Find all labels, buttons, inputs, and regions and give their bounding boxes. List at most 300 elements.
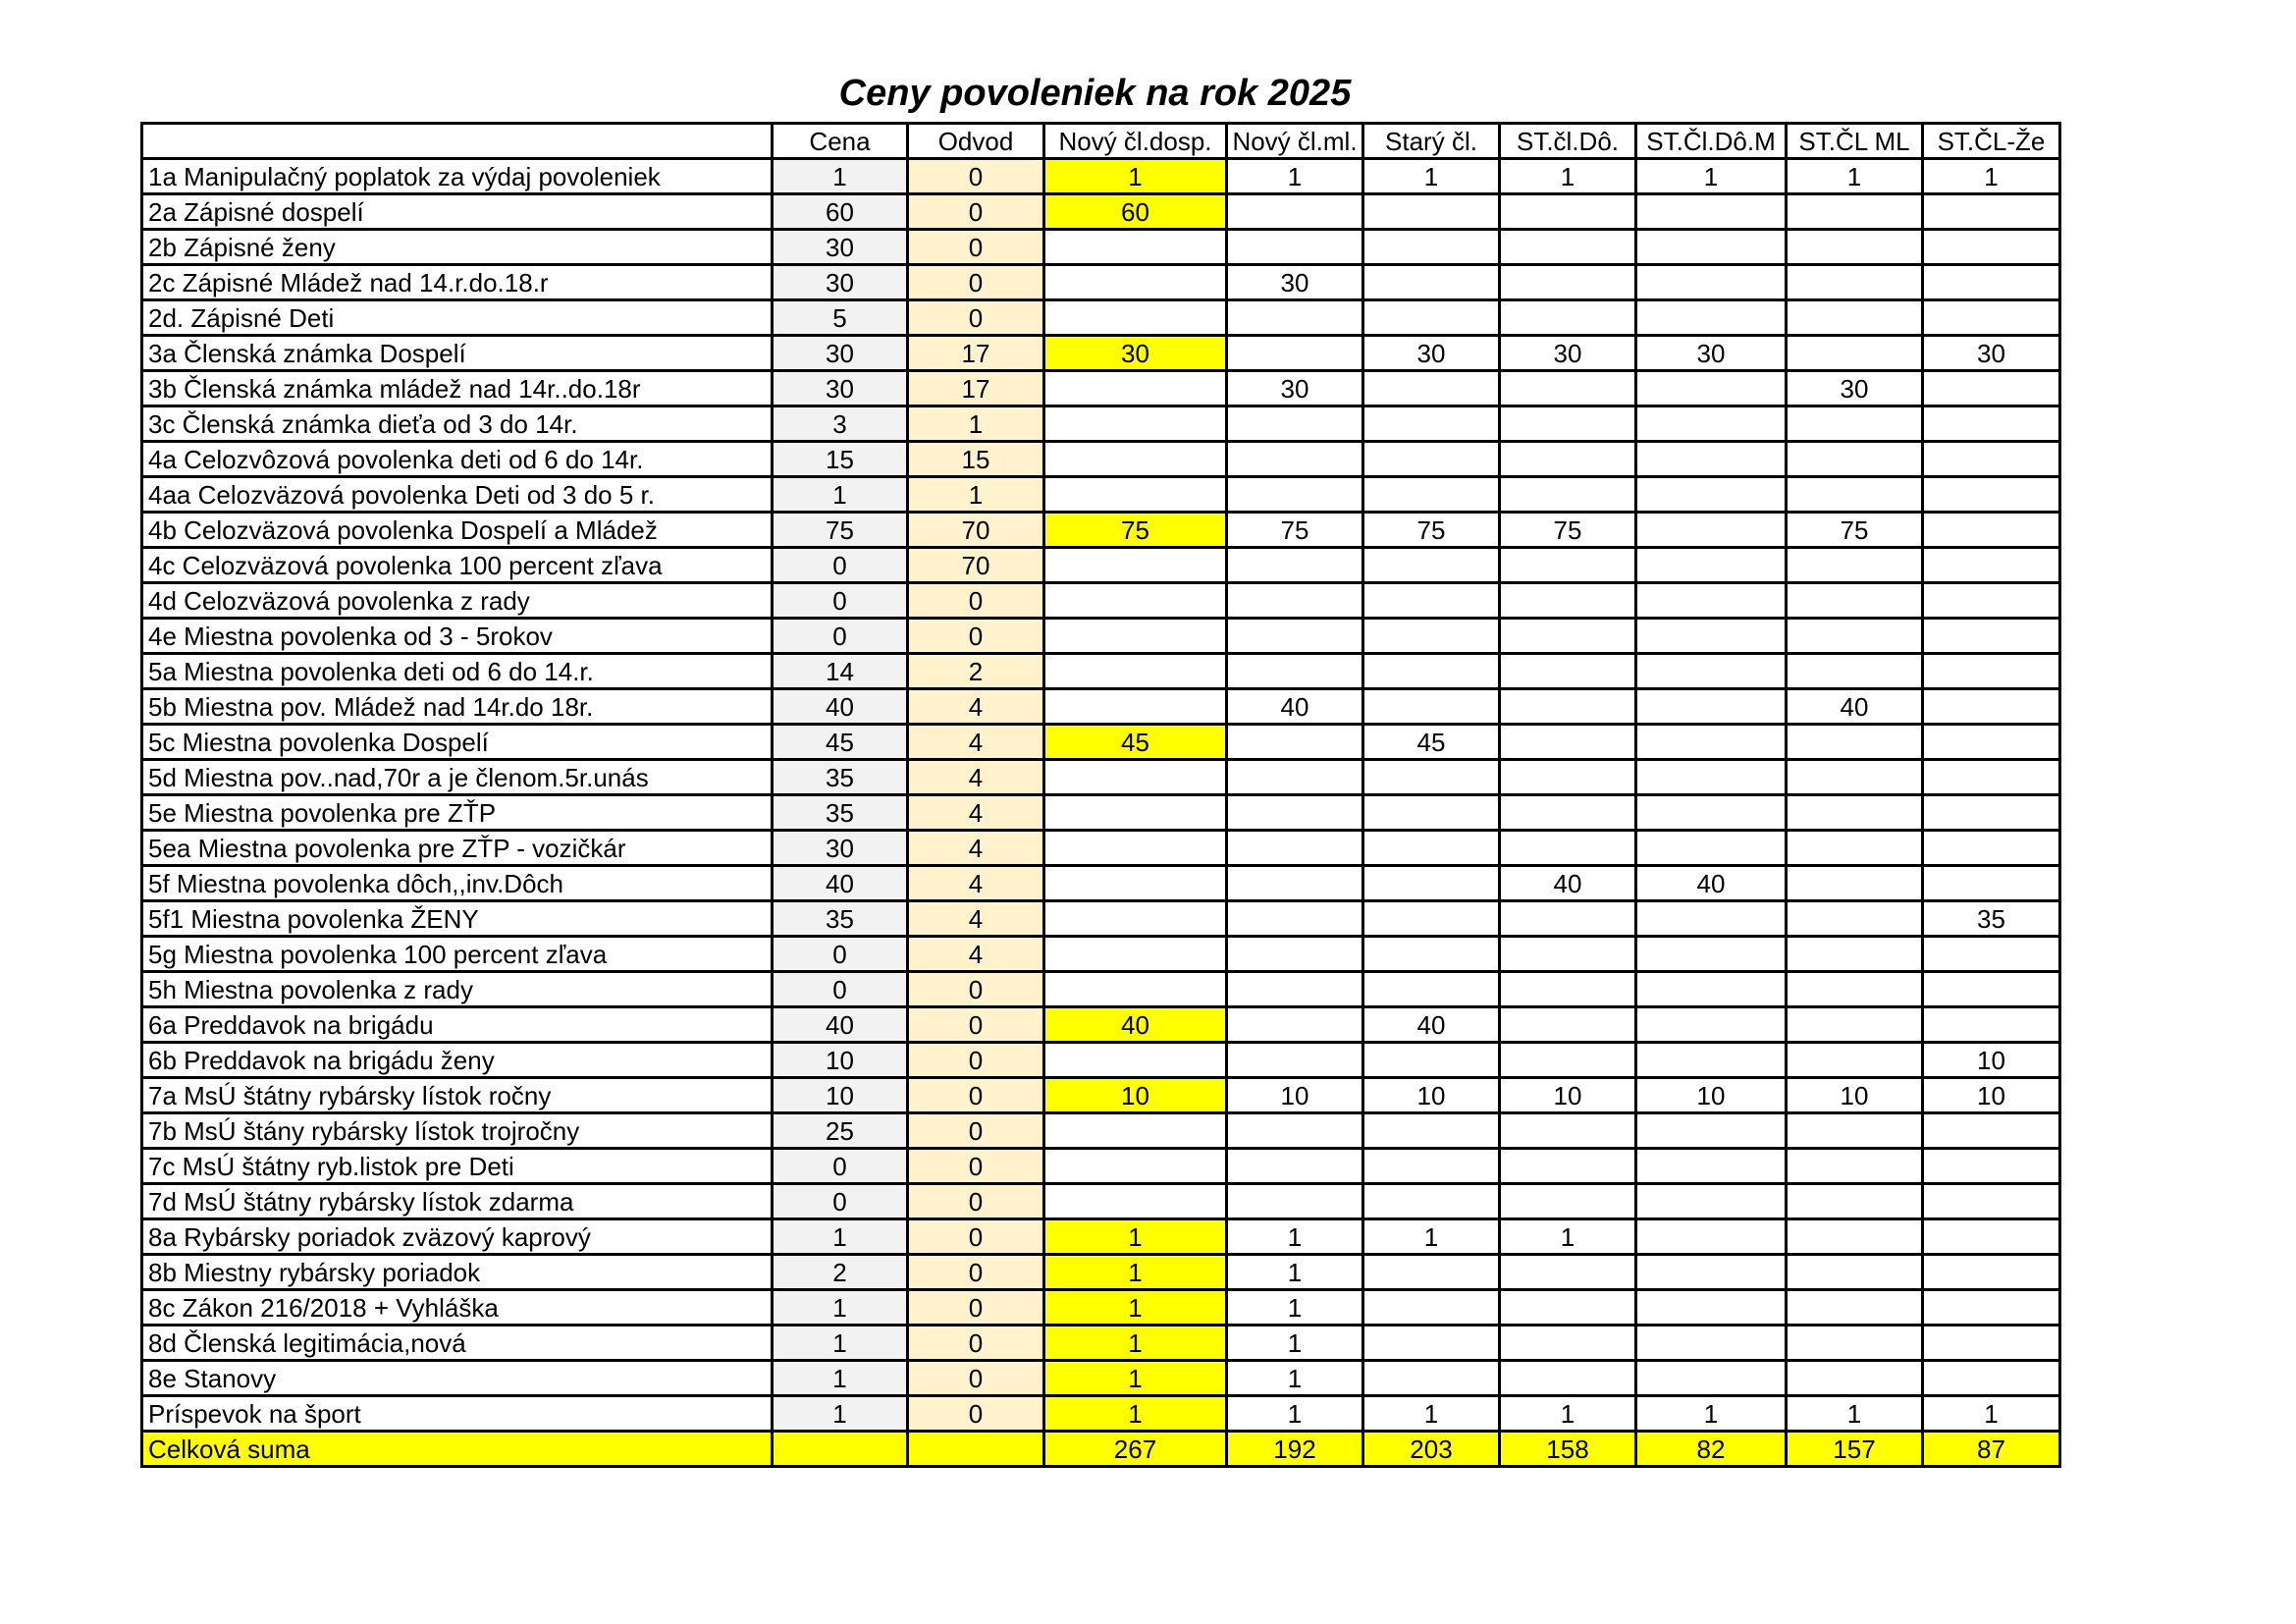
novy-cl-dosp-cell bbox=[1044, 406, 1227, 442]
item-name-cell: 5c Miestna povolenka Dospelí bbox=[142, 725, 773, 760]
cena-cell: 0 bbox=[773, 972, 908, 1007]
st-cl-ze-cell: 10 bbox=[1923, 1078, 2060, 1113]
table-row bbox=[142, 1043, 2060, 1078]
cena-cell: 1 bbox=[773, 159, 908, 194]
st-cl-ml-cell bbox=[1787, 1149, 1923, 1184]
st-cl-do-cell bbox=[1500, 1007, 1636, 1043]
cena-cell: 0 bbox=[773, 548, 908, 583]
st-cl-do-m-cell bbox=[1636, 901, 1787, 937]
item-name-cell: 2c Zápisné Mládež nad 14.r.do.18.r bbox=[142, 265, 773, 300]
novy-cl-dosp-cell bbox=[1044, 866, 1227, 901]
st-cl-ze-cell bbox=[1923, 406, 2060, 442]
st-cl-do-m-cell bbox=[1636, 937, 1787, 972]
st-cl-do-cell bbox=[1500, 1361, 1636, 1396]
st-cl-ze-cell: 1 bbox=[1923, 1396, 2060, 1432]
odvod-cell: 0 bbox=[908, 1007, 1044, 1043]
odvod-cell: 4 bbox=[908, 937, 1044, 972]
st-cl-do-m-cell bbox=[1636, 972, 1787, 1007]
item-name-cell: 3c Členská známka dieťa od 3 do 14r. bbox=[142, 406, 773, 442]
st-cl-ml-cell bbox=[1787, 406, 1923, 442]
st-cl-do-cell bbox=[1500, 371, 1636, 406]
total-st-cl-ml-cell: 157 bbox=[1787, 1432, 1923, 1467]
table-row bbox=[142, 1078, 2060, 1113]
header-cell-novy-cl-dosp: Nový čl.dosp. bbox=[1044, 124, 1227, 159]
table-row bbox=[142, 1113, 2060, 1149]
table-row bbox=[142, 654, 2060, 689]
cena-cell: 30 bbox=[773, 230, 908, 265]
st-cl-ml-cell bbox=[1787, 1184, 1923, 1219]
cena-cell: 45 bbox=[773, 725, 908, 760]
odvod-cell: 4 bbox=[908, 725, 1044, 760]
item-name-cell: 6b Preddavok na brigádu ženy bbox=[142, 1043, 773, 1078]
novy-cl-ml-cell: 1 bbox=[1227, 1290, 1363, 1326]
total-label-cell: Celková suma bbox=[142, 1432, 773, 1467]
st-cl-ml-cell bbox=[1787, 760, 1923, 795]
novy-cl-dosp-cell bbox=[1044, 371, 1227, 406]
table-row bbox=[142, 583, 2060, 619]
stary-cl-cell bbox=[1363, 831, 1500, 866]
st-cl-do-cell: 1 bbox=[1500, 159, 1636, 194]
stary-cl-cell bbox=[1363, 654, 1500, 689]
st-cl-ml-cell bbox=[1787, 336, 1923, 371]
cena-cell: 30 bbox=[773, 336, 908, 371]
st-cl-ze-cell bbox=[1923, 1361, 2060, 1396]
st-cl-do-m-cell bbox=[1636, 1184, 1787, 1219]
novy-cl-ml-cell bbox=[1227, 795, 1363, 831]
table-row bbox=[142, 619, 2060, 654]
st-cl-do-cell bbox=[1500, 1326, 1636, 1361]
novy-cl-ml-cell: 75 bbox=[1227, 513, 1363, 548]
item-name-cell: 4a Celozvôzová povolenka deti od 6 do 14r. bbox=[142, 442, 773, 477]
table-row bbox=[142, 230, 2060, 265]
item-name-cell: 8c Zákon 216/2018 + Vyhláška bbox=[142, 1290, 773, 1326]
item-name-cell: 4b Celozväzová povolenka Dospelí a Mládež bbox=[142, 513, 773, 548]
st-cl-do-cell bbox=[1500, 901, 1636, 937]
novy-cl-ml-cell bbox=[1227, 937, 1363, 972]
novy-cl-ml-cell bbox=[1227, 1184, 1363, 1219]
st-cl-do-cell bbox=[1500, 548, 1636, 583]
table-row bbox=[142, 1255, 2060, 1290]
novy-cl-ml-cell: 1 bbox=[1227, 159, 1363, 194]
odvod-cell: 0 bbox=[908, 1255, 1044, 1290]
novy-cl-dosp-cell bbox=[1044, 300, 1227, 336]
header-cell-st-cl-do: ST.čl.Dô. bbox=[1500, 124, 1636, 159]
st-cl-do-cell bbox=[1500, 300, 1636, 336]
odvod-cell: 70 bbox=[908, 548, 1044, 583]
cena-cell: 35 bbox=[773, 795, 908, 831]
total-novy-cl-ml-cell: 192 bbox=[1227, 1432, 1363, 1467]
odvod-cell: 0 bbox=[908, 1043, 1044, 1078]
item-name-cell: 1a Manipulačný poplatok za výdaj povoleniek bbox=[142, 159, 773, 194]
odvod-cell: 0 bbox=[908, 1113, 1044, 1149]
item-name-cell: 7d MsÚ štátny rybársky lístok zdarma bbox=[142, 1184, 773, 1219]
st-cl-do-m-cell bbox=[1636, 265, 1787, 300]
novy-cl-ml-cell bbox=[1227, 1007, 1363, 1043]
item-name-cell: 4e Miestna povolenka od 3 - 5rokov bbox=[142, 619, 773, 654]
item-name-cell: 4d Celozväzová povolenka z rady bbox=[142, 583, 773, 619]
st-cl-ml-cell bbox=[1787, 1007, 1923, 1043]
cena-cell: 0 bbox=[773, 583, 908, 619]
item-name-cell: 2d. Zápisné Deti bbox=[142, 300, 773, 336]
st-cl-ze-cell bbox=[1923, 513, 2060, 548]
odvod-cell: 2 bbox=[908, 654, 1044, 689]
table-row bbox=[142, 972, 2060, 1007]
stary-cl-cell: 75 bbox=[1363, 513, 1500, 548]
st-cl-ze-cell bbox=[1923, 583, 2060, 619]
header-row bbox=[142, 124, 2060, 159]
cena-cell: 5 bbox=[773, 300, 908, 336]
novy-cl-dosp-cell bbox=[1044, 972, 1227, 1007]
st-cl-do-cell bbox=[1500, 583, 1636, 619]
item-name-cell: 8b Miestny rybársky poriadok bbox=[142, 1255, 773, 1290]
st-cl-ze-cell bbox=[1923, 1219, 2060, 1255]
st-cl-ml-cell: 10 bbox=[1787, 1078, 1923, 1113]
st-cl-do-m-cell bbox=[1636, 1149, 1787, 1184]
item-name-cell: 5e Miestna povolenka pre ZŤP bbox=[142, 795, 773, 831]
cena-cell: 1 bbox=[773, 1361, 908, 1396]
st-cl-ml-cell bbox=[1787, 194, 1923, 230]
price-table bbox=[140, 122, 2061, 1468]
novy-cl-ml-cell bbox=[1227, 1043, 1363, 1078]
item-name-cell: 7b MsÚ štány rybársky lístok trojročny bbox=[142, 1113, 773, 1149]
novy-cl-dosp-cell bbox=[1044, 1043, 1227, 1078]
stary-cl-cell: 30 bbox=[1363, 336, 1500, 371]
st-cl-ze-cell bbox=[1923, 1290, 2060, 1326]
novy-cl-ml-cell bbox=[1227, 725, 1363, 760]
novy-cl-dosp-cell: 10 bbox=[1044, 1078, 1227, 1113]
total-cena-cell bbox=[773, 1432, 908, 1467]
table-row bbox=[142, 300, 2060, 336]
st-cl-do-m-cell bbox=[1636, 725, 1787, 760]
st-cl-do-m-cell bbox=[1636, 548, 1787, 583]
st-cl-ml-cell bbox=[1787, 1290, 1923, 1326]
st-cl-do-cell bbox=[1500, 725, 1636, 760]
st-cl-ml-cell bbox=[1787, 583, 1923, 619]
odvod-cell: 0 bbox=[908, 194, 1044, 230]
st-cl-do-m-cell: 10 bbox=[1636, 1078, 1787, 1113]
stary-cl-cell bbox=[1363, 1043, 1500, 1078]
st-cl-ml-cell bbox=[1787, 795, 1923, 831]
odvod-cell: 0 bbox=[908, 1361, 1044, 1396]
st-cl-do-cell: 30 bbox=[1500, 336, 1636, 371]
st-cl-ze-cell bbox=[1923, 300, 2060, 336]
cena-cell: 35 bbox=[773, 901, 908, 937]
novy-cl-ml-cell: 1 bbox=[1227, 1255, 1363, 1290]
stary-cl-cell bbox=[1363, 972, 1500, 1007]
novy-cl-dosp-cell bbox=[1044, 230, 1227, 265]
header-cell-st-cl-ml: ST.ČL ML bbox=[1787, 124, 1923, 159]
novy-cl-dosp-cell bbox=[1044, 477, 1227, 513]
st-cl-ze-cell bbox=[1923, 937, 2060, 972]
cena-cell: 60 bbox=[773, 194, 908, 230]
item-name-cell: 3a Členská známka Dospelí bbox=[142, 336, 773, 371]
item-name-cell: 2a Zápisné dospelí bbox=[142, 194, 773, 230]
cena-cell: 0 bbox=[773, 937, 908, 972]
st-cl-do-m-cell: 30 bbox=[1636, 336, 1787, 371]
st-cl-ml-cell bbox=[1787, 937, 1923, 972]
stary-cl-cell bbox=[1363, 866, 1500, 901]
novy-cl-ml-cell bbox=[1227, 336, 1363, 371]
item-name-cell: 5h Miestna povolenka z rady bbox=[142, 972, 773, 1007]
stary-cl-cell bbox=[1363, 760, 1500, 795]
st-cl-ze-cell: 35 bbox=[1923, 901, 2060, 937]
st-cl-do-cell bbox=[1500, 972, 1636, 1007]
item-name-cell: 8a Rybársky poriadok zväzový kaprový bbox=[142, 1219, 773, 1255]
stary-cl-cell bbox=[1363, 1361, 1500, 1396]
stary-cl-cell bbox=[1363, 583, 1500, 619]
table-row bbox=[142, 866, 2060, 901]
novy-cl-ml-cell bbox=[1227, 866, 1363, 901]
novy-cl-ml-cell bbox=[1227, 406, 1363, 442]
novy-cl-dosp-cell bbox=[1044, 1149, 1227, 1184]
st-cl-do-cell bbox=[1500, 831, 1636, 866]
st-cl-ml-cell bbox=[1787, 866, 1923, 901]
st-cl-ml-cell bbox=[1787, 972, 1923, 1007]
st-cl-do-m-cell bbox=[1636, 1290, 1787, 1326]
odvod-cell: 0 bbox=[908, 1326, 1044, 1361]
item-name-cell: 7a MsÚ štátny rybársky lístok ročny bbox=[142, 1078, 773, 1113]
st-cl-ze-cell bbox=[1923, 1007, 2060, 1043]
stary-cl-cell bbox=[1363, 795, 1500, 831]
odvod-cell: 0 bbox=[908, 1219, 1044, 1255]
st-cl-do-m-cell bbox=[1636, 1043, 1787, 1078]
st-cl-do-cell: 40 bbox=[1500, 866, 1636, 901]
table-row bbox=[142, 689, 2060, 725]
st-cl-do-m-cell bbox=[1636, 1255, 1787, 1290]
novy-cl-ml-cell bbox=[1227, 831, 1363, 866]
novy-cl-dosp-cell bbox=[1044, 760, 1227, 795]
novy-cl-dosp-cell bbox=[1044, 1184, 1227, 1219]
cena-cell: 40 bbox=[773, 689, 908, 725]
odvod-cell: 15 bbox=[908, 442, 1044, 477]
table-row bbox=[142, 371, 2060, 406]
stary-cl-cell bbox=[1363, 619, 1500, 654]
novy-cl-ml-cell bbox=[1227, 230, 1363, 265]
cena-cell: 10 bbox=[773, 1078, 908, 1113]
cena-cell: 1 bbox=[773, 1219, 908, 1255]
table-row bbox=[142, 831, 2060, 866]
stary-cl-cell bbox=[1363, 300, 1500, 336]
stary-cl-cell bbox=[1363, 442, 1500, 477]
table-row bbox=[142, 477, 2060, 513]
st-cl-do-m-cell bbox=[1636, 477, 1787, 513]
total-st-cl-ze-cell: 87 bbox=[1923, 1432, 2060, 1467]
novy-cl-dosp-cell bbox=[1044, 795, 1227, 831]
st-cl-ze-cell bbox=[1923, 866, 2060, 901]
table-row bbox=[142, 1290, 2060, 1326]
st-cl-ze-cell bbox=[1923, 265, 2060, 300]
cena-cell: 0 bbox=[773, 1184, 908, 1219]
odvod-cell: 4 bbox=[908, 901, 1044, 937]
table-row bbox=[142, 1396, 2060, 1432]
st-cl-do-cell: 10 bbox=[1500, 1078, 1636, 1113]
odvod-cell: 70 bbox=[908, 513, 1044, 548]
table-row bbox=[142, 795, 2060, 831]
odvod-cell: 0 bbox=[908, 159, 1044, 194]
header-cell-cena: Cena bbox=[773, 124, 908, 159]
st-cl-ml-cell bbox=[1787, 725, 1923, 760]
st-cl-do-cell bbox=[1500, 937, 1636, 972]
cena-cell: 40 bbox=[773, 1007, 908, 1043]
st-cl-do-m-cell bbox=[1636, 795, 1787, 831]
novy-cl-ml-cell: 1 bbox=[1227, 1219, 1363, 1255]
cena-cell: 25 bbox=[773, 1113, 908, 1149]
odvod-cell: 0 bbox=[908, 972, 1044, 1007]
cena-cell: 30 bbox=[773, 831, 908, 866]
table-row bbox=[142, 725, 2060, 760]
novy-cl-ml-cell bbox=[1227, 619, 1363, 654]
table-row bbox=[142, 1184, 2060, 1219]
novy-cl-dosp-cell: 30 bbox=[1044, 336, 1227, 371]
stary-cl-cell bbox=[1363, 230, 1500, 265]
st-cl-ze-cell bbox=[1923, 619, 2060, 654]
st-cl-ze-cell bbox=[1923, 477, 2060, 513]
table-row bbox=[142, 265, 2060, 300]
st-cl-ze-cell: 10 bbox=[1923, 1043, 2060, 1078]
st-cl-do-m-cell bbox=[1636, 194, 1787, 230]
st-cl-do-m-cell bbox=[1636, 1219, 1787, 1255]
novy-cl-dosp-cell: 40 bbox=[1044, 1007, 1227, 1043]
st-cl-do-cell bbox=[1500, 795, 1636, 831]
odvod-cell: 4 bbox=[908, 760, 1044, 795]
table-row bbox=[142, 901, 2060, 937]
odvod-cell: 0 bbox=[908, 265, 1044, 300]
table-row bbox=[142, 159, 2060, 194]
stary-cl-cell bbox=[1363, 406, 1500, 442]
st-cl-ze-cell bbox=[1923, 831, 2060, 866]
st-cl-do-cell bbox=[1500, 1184, 1636, 1219]
item-name-cell: 8d Členská legitimácia,nová bbox=[142, 1326, 773, 1361]
cena-cell: 2 bbox=[773, 1255, 908, 1290]
novy-cl-dosp-cell: 45 bbox=[1044, 725, 1227, 760]
item-name-cell: 5g Miestna povolenka 100 percent zľava bbox=[142, 937, 773, 972]
novy-cl-dosp-cell: 1 bbox=[1044, 1326, 1227, 1361]
novy-cl-dosp-cell: 1 bbox=[1044, 1290, 1227, 1326]
st-cl-do-cell bbox=[1500, 265, 1636, 300]
odvod-cell: 0 bbox=[908, 1184, 1044, 1219]
novy-cl-dosp-cell bbox=[1044, 1113, 1227, 1149]
item-name-cell: 3b Členská známka mládež nad 14r..do.18r bbox=[142, 371, 773, 406]
st-cl-ml-cell: 1 bbox=[1787, 1396, 1923, 1432]
st-cl-do-cell bbox=[1500, 1113, 1636, 1149]
st-cl-do-m-cell bbox=[1636, 654, 1787, 689]
st-cl-ml-cell bbox=[1787, 1326, 1923, 1361]
stary-cl-cell bbox=[1363, 371, 1500, 406]
st-cl-do-m-cell: 40 bbox=[1636, 866, 1787, 901]
total-st-cl-do-cell: 158 bbox=[1500, 1432, 1636, 1467]
st-cl-ml-cell bbox=[1787, 901, 1923, 937]
stary-cl-cell: 10 bbox=[1363, 1078, 1500, 1113]
st-cl-ml-cell bbox=[1787, 548, 1923, 583]
st-cl-ze-cell bbox=[1923, 725, 2060, 760]
stary-cl-cell bbox=[1363, 265, 1500, 300]
novy-cl-dosp-cell: 1 bbox=[1044, 159, 1227, 194]
stary-cl-cell: 45 bbox=[1363, 725, 1500, 760]
novy-cl-ml-cell bbox=[1227, 654, 1363, 689]
novy-cl-dosp-cell: 60 bbox=[1044, 194, 1227, 230]
item-name-cell: 5b Miestna pov. Mládež nad 14r.do 18r. bbox=[142, 689, 773, 725]
st-cl-ml-cell bbox=[1787, 654, 1923, 689]
item-name-cell: 5d Miestna pov..nad,70r a je členom.5r.unás bbox=[142, 760, 773, 795]
total-novy-cl-dosp-cell: 267 bbox=[1044, 1432, 1227, 1467]
stary-cl-cell bbox=[1363, 1149, 1500, 1184]
cena-cell: 1 bbox=[773, 1290, 908, 1326]
total-row bbox=[142, 1432, 2060, 1467]
st-cl-do-m-cell bbox=[1636, 619, 1787, 654]
st-cl-ml-cell bbox=[1787, 265, 1923, 300]
st-cl-ze-cell bbox=[1923, 1326, 2060, 1361]
item-name-cell: 4c Celozväzová povolenka 100 percent zľava bbox=[142, 548, 773, 583]
cena-cell: 10 bbox=[773, 1043, 908, 1078]
st-cl-ze-cell bbox=[1923, 371, 2060, 406]
header-cell-odvod: Odvod bbox=[908, 124, 1044, 159]
table-row bbox=[142, 336, 2060, 371]
odvod-cell: 0 bbox=[908, 1078, 1044, 1113]
header-cell-item bbox=[142, 124, 773, 159]
novy-cl-dosp-cell: 1 bbox=[1044, 1219, 1227, 1255]
total-st-cl-do-m-cell: 82 bbox=[1636, 1432, 1787, 1467]
st-cl-do-m-cell bbox=[1636, 442, 1787, 477]
st-cl-do-m-cell: 1 bbox=[1636, 159, 1787, 194]
novy-cl-ml-cell: 1 bbox=[1227, 1326, 1363, 1361]
st-cl-ze-cell bbox=[1923, 689, 2060, 725]
st-cl-do-m-cell bbox=[1636, 831, 1787, 866]
stary-cl-cell bbox=[1363, 194, 1500, 230]
st-cl-do-cell bbox=[1500, 1290, 1636, 1326]
st-cl-ml-cell bbox=[1787, 477, 1923, 513]
st-cl-do-cell bbox=[1500, 1255, 1636, 1290]
odvod-cell: 4 bbox=[908, 866, 1044, 901]
page-title: Ceny povoleniek na rok 2025 bbox=[838, 73, 1352, 114]
novy-cl-dosp-cell: 1 bbox=[1044, 1255, 1227, 1290]
novy-cl-ml-cell: 40 bbox=[1227, 689, 1363, 725]
novy-cl-ml-cell bbox=[1227, 1113, 1363, 1149]
novy-cl-ml-cell: 1 bbox=[1227, 1396, 1363, 1432]
st-cl-ml-cell bbox=[1787, 1043, 1923, 1078]
novy-cl-ml-cell bbox=[1227, 300, 1363, 336]
st-cl-do-cell bbox=[1500, 406, 1636, 442]
item-name-cell: 5f Miestna povolenka dôch,,inv.Dôch bbox=[142, 866, 773, 901]
item-name-cell: 7c MsÚ štátny ryb.listok pre Deti bbox=[142, 1149, 773, 1184]
cena-cell: 75 bbox=[773, 513, 908, 548]
st-cl-ze-cell bbox=[1923, 194, 2060, 230]
item-name-cell: 5ea Miestna povolenka pre ZŤP - vozičkár bbox=[142, 831, 773, 866]
stary-cl-cell: 1 bbox=[1363, 1219, 1500, 1255]
st-cl-ze-cell bbox=[1923, 1184, 2060, 1219]
st-cl-ze-cell bbox=[1923, 442, 2060, 477]
cena-cell: 40 bbox=[773, 866, 908, 901]
novy-cl-dosp-cell bbox=[1044, 548, 1227, 583]
st-cl-ze-cell bbox=[1923, 972, 2060, 1007]
novy-cl-dosp-cell bbox=[1044, 831, 1227, 866]
stary-cl-cell bbox=[1363, 548, 1500, 583]
novy-cl-ml-cell bbox=[1227, 972, 1363, 1007]
item-name-cell: 6a Preddavok na brigádu bbox=[142, 1007, 773, 1043]
st-cl-do-m-cell: 1 bbox=[1636, 1396, 1787, 1432]
cena-cell: 1 bbox=[773, 1396, 908, 1432]
st-cl-do-cell bbox=[1500, 194, 1636, 230]
table-row bbox=[142, 406, 2060, 442]
odvod-cell: 0 bbox=[908, 1290, 1044, 1326]
st-cl-do-cell: 1 bbox=[1500, 1219, 1636, 1255]
table-row bbox=[142, 442, 2060, 477]
item-name-cell: Príspevok na šport bbox=[142, 1396, 773, 1432]
total-odvod-cell bbox=[908, 1432, 1044, 1467]
st-cl-ml-cell bbox=[1787, 619, 1923, 654]
odvod-cell: 4 bbox=[908, 689, 1044, 725]
st-cl-ml-cell bbox=[1787, 230, 1923, 265]
table-row bbox=[142, 548, 2060, 583]
